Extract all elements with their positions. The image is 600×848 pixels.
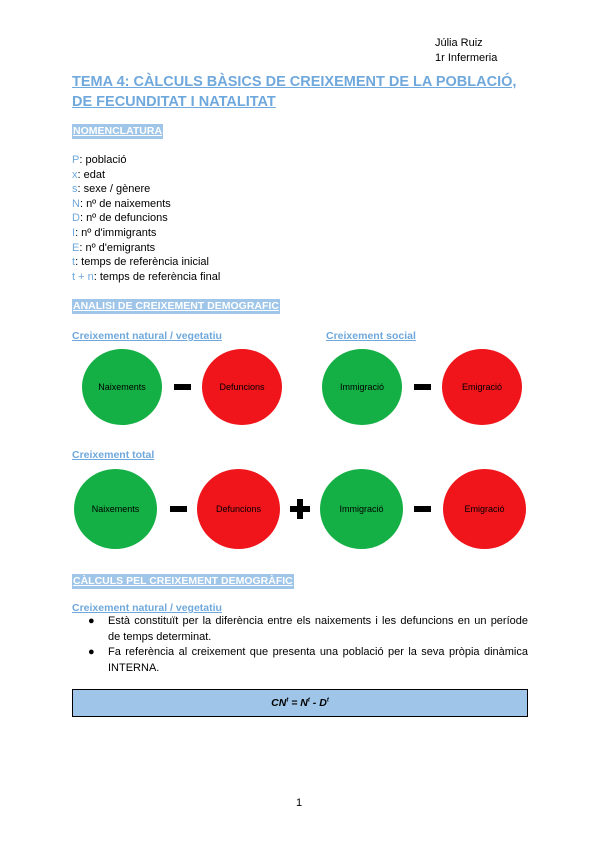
title-line-2: DE FECUNDITAT I NATALITAT — [72, 94, 276, 110]
deaths-circle: Defuncions — [202, 349, 282, 425]
calculations-heading: CÀLCULS PEL CREIXEMENT DEMOGRÀFIC — [73, 575, 293, 587]
births-circle: Naixements — [82, 349, 162, 425]
minus-sign — [414, 384, 431, 390]
formula-box — [72, 689, 528, 717]
bullet-icon: ● — [88, 615, 95, 627]
nom-item: s: sexe / gènere — [72, 183, 151, 196]
nom-item: t + n: temps de referència final — [72, 270, 221, 283]
nom-item: D: nº de defuncions — [72, 212, 168, 225]
nom-item: N: nº de naixements — [72, 197, 171, 210]
header-author-block — [435, 36, 497, 66]
total-growth-label: Creixement total — [72, 449, 155, 461]
nomenclature-heading: NOMENCLATURA — [73, 125, 163, 137]
nom-item: I: nº d'immigrants — [72, 226, 157, 239]
list-item: ● Fa referència al creixement que presenta una població per la seva pròpia dinàmica INTERNA. — [88, 646, 528, 674]
nom-item: x: edat — [72, 168, 106, 181]
list-item: ● Està constituït per la diferència entre els naixements i les defuncions en un període de temps determinat. — [88, 615, 528, 643]
immigration-circle: Immigració — [320, 469, 403, 549]
plus-sign — [297, 499, 303, 519]
author-name: Júlia Ruiz — [435, 37, 483, 49]
minus-sign — [170, 506, 187, 512]
minus-sign — [174, 384, 191, 390]
analysis-heading: ANALISI DE CREIXEMENT DEMOGRAFIC — [73, 300, 279, 312]
formula: $CN^t = N^t - D^t$ — [271, 697, 329, 709]
nom-item: t: temps de referència inicial — [72, 256, 209, 269]
social-growth-label: Creixement social — [326, 330, 416, 342]
deaths-circle: Defuncions — [197, 469, 280, 549]
births-circle: Naixements — [74, 469, 157, 549]
bullet-icon: ● — [88, 646, 95, 658]
page-number: 1 — [296, 797, 303, 809]
minus-sign — [414, 506, 431, 512]
natural-growth-label: Creixement natural / vegetatiu — [72, 330, 222, 342]
nom-item: P: població — [72, 154, 127, 166]
title-line-1: TEMA 4: CÀLCULS BÀSICS DE CREIXEMENT DE LA POBLACIÓ, — [72, 74, 517, 90]
nom-item: E: nº d'emigrants — [72, 241, 156, 254]
bullet-list — [86, 614, 528, 676]
calculations-subheading: Creixement natural / vegetatiu — [72, 602, 222, 614]
nomenclature-list — [72, 153, 220, 284]
page-title — [72, 72, 528, 112]
course-name: 1r Infermeria — [435, 52, 498, 64]
emigration-circle: Emigració — [442, 349, 522, 425]
immigration-circle: Immigració — [322, 349, 402, 425]
emigration-circle: Emigració — [443, 469, 526, 549]
